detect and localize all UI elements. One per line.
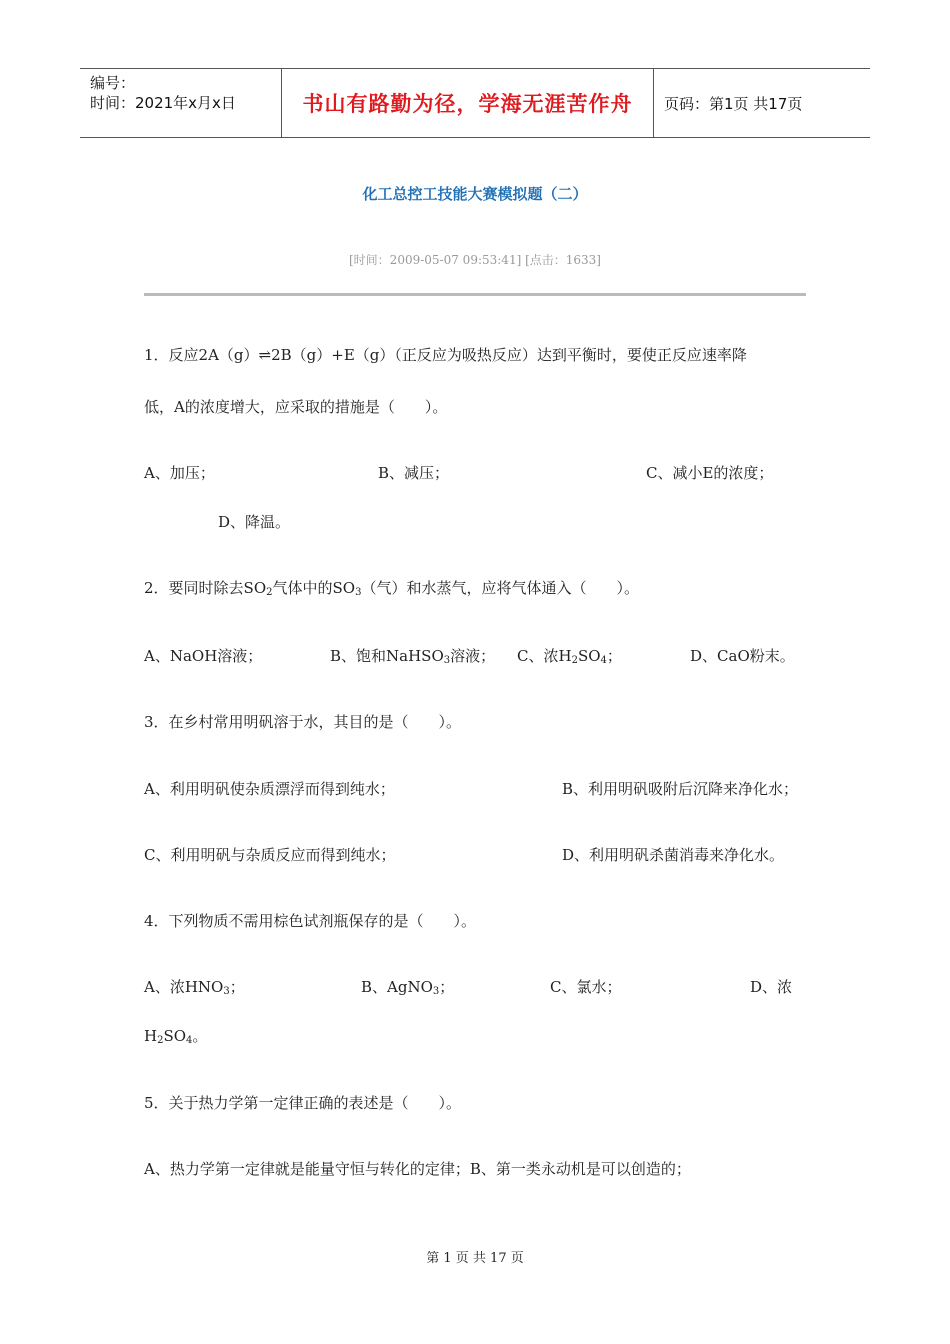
q2-stem-part1: 2．要同时除去SO [144, 579, 267, 597]
q2-option-b-part2: 溶液； [450, 647, 496, 665]
q3-option-c: C、利用明矾与杂质反应而得到纯水； [144, 846, 396, 864]
q2-stem-part3: （气）和水蒸气，应将气体通入（ ）。 [361, 579, 639, 597]
q5-stem: 5．关于热力学第一定律正确的表述是（ ）。 [144, 1094, 462, 1112]
q2-option-c-part2: SO [577, 647, 601, 665]
q1-stem-line1: 1．反应2A（g）⇌2B（g）+E（g）（正反应为吸热反应）达到平衡时，要使正反应速率降 [144, 346, 747, 364]
q4-option-a-part2: ； [229, 978, 245, 996]
q2-option-b [330, 645, 495, 666]
article-meta: [时间：2009-05-07 09:53:41] [点击：1633] [349, 253, 601, 267]
q4-option-c: C、氯水； [550, 978, 622, 996]
q2-stem [144, 577, 639, 598]
serial-label: 编号： [90, 74, 136, 92]
subscript: 3 [443, 655, 451, 666]
q2-option-c-part1: C、浓H [517, 647, 572, 665]
q5-options-ab: A、热力学第一定律就是能量守恒与转化的定律；B、第一类永动机是可以创造的； [144, 1160, 691, 1178]
q2-option-c-part3: ； [606, 647, 622, 665]
q2-option-a: A、NaOH溶液； [144, 647, 263, 665]
q4-option-d-continued [144, 1025, 207, 1046]
q2-option-b-part1: B、饱和NaHSO [330, 647, 444, 665]
time-label: 时间：2021年x月x日 [90, 94, 236, 112]
q4-option-b [361, 976, 454, 997]
page-info: 页码：第1页 共17页 [664, 94, 803, 113]
q4-option-d-part1: H [144, 1027, 158, 1045]
divider [144, 293, 806, 296]
article-title: 化工总控工技能大赛模拟题（二） [362, 185, 588, 203]
q3-option-a: A、利用明矾使杂质漂浮而得到纯水； [144, 780, 395, 798]
q2-option-c [517, 645, 622, 666]
q4-option-a-part1: A、浓HNO [144, 978, 224, 996]
q4-option-b-part1: B、AgNO [361, 978, 433, 996]
header-page-cell [654, 69, 870, 137]
subscript: 3 [355, 587, 362, 598]
header-table [80, 68, 870, 138]
q3-stem: 3．在乡村常用明矾溶于水，其目的是（ ）。 [144, 713, 462, 731]
q1-option-c: C、减小E的浓度； [646, 464, 774, 482]
q2-stem-part2: 气体中的SO [272, 579, 356, 597]
q4-option-a [144, 976, 245, 997]
q4-option-d-part3: 。 [192, 1027, 208, 1045]
q1-stem-line2: 低，A的浓度增大，应采取的措施是（ ）。 [144, 398, 448, 416]
q1-option-b: B、减压； [378, 464, 450, 482]
page-footer: 第 1 页 共 17 页 [426, 1251, 524, 1266]
subscript: 3 [432, 986, 440, 997]
subscript: 2 [571, 655, 578, 666]
header-motto-cell [281, 69, 654, 137]
subscript: 4 [600, 655, 607, 666]
q4-option-b-part2: ； [439, 978, 455, 996]
header-left-cell [80, 69, 281, 137]
q1-option-d: D、降温。 [218, 513, 291, 531]
subscript: 3 [223, 986, 230, 997]
subscript: 2 [266, 587, 273, 598]
q1-option-a: A、加压； [144, 464, 215, 482]
q4-option-d-part2: SO [163, 1027, 187, 1045]
q3-option-d: D、利用明矾杀菌消毒来净化水。 [562, 846, 785, 864]
q3-option-b: B、利用明矾吸附后沉降来净化水； [562, 780, 799, 798]
subscript: 2 [157, 1035, 164, 1046]
subscript: 4 [186, 1035, 193, 1046]
q4-stem: 4．下列物质不需用棕色试剂瓶保存的是（ ）。 [144, 912, 477, 930]
q2-option-d: D、CaO粉末。 [690, 647, 795, 665]
q4-option-d: D、浓 [750, 978, 793, 996]
motto-text: 书山有路勤为径，学海无涯苦作舟 [302, 92, 633, 116]
